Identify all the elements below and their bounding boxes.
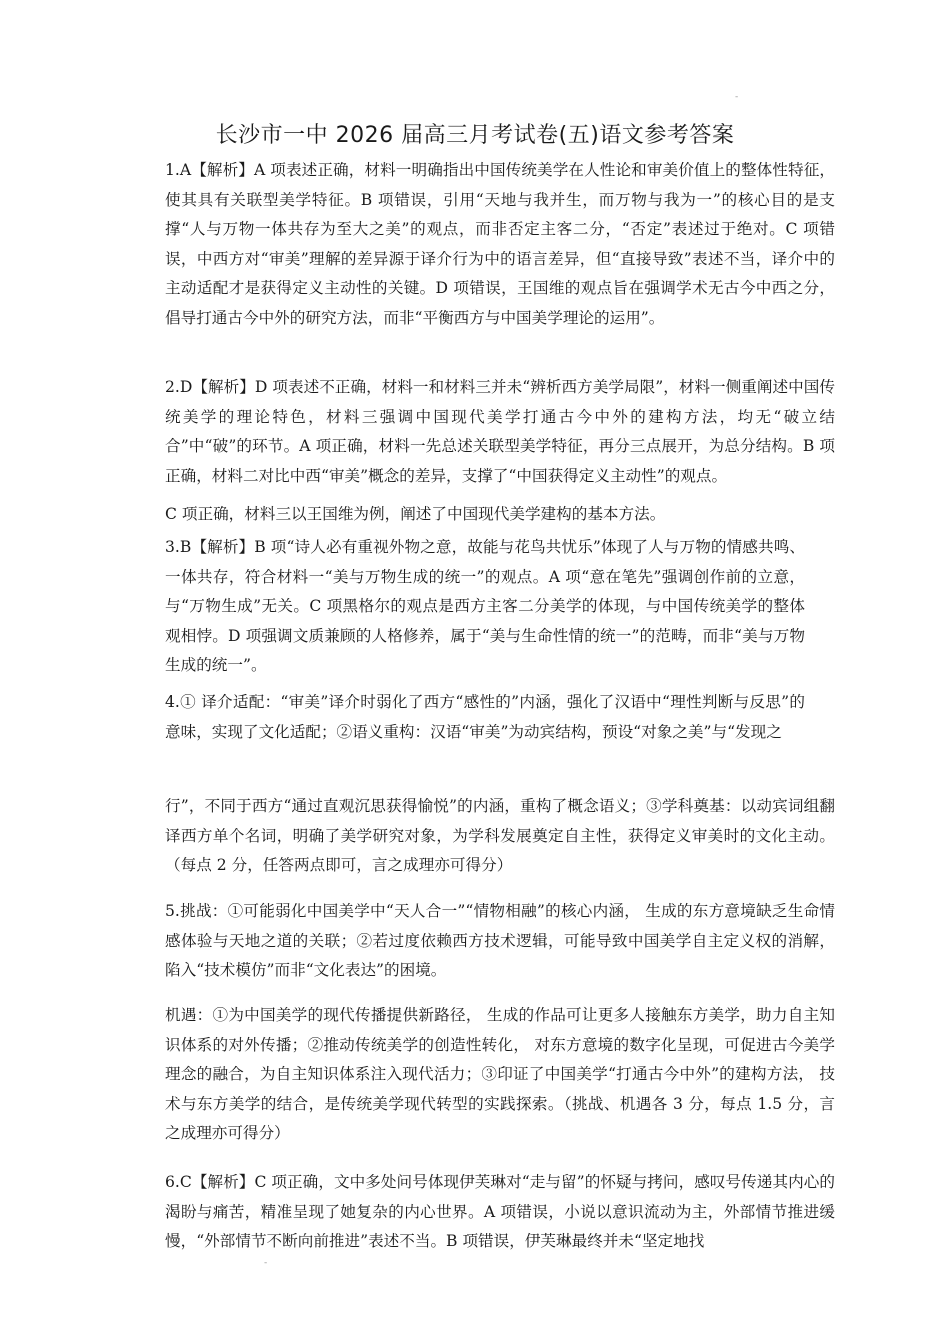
answer-q1 — [165, 156, 835, 333]
answer-q4-part1-text: 4.① 译介适配：“审美”译介时弱化了西方“感性的”内涵，强化了汉语中“理性判断与反思”的意味，实现了文化适配；②语义重构：汉语“审美”为动宾结构，预设“对象之美”与“发现之 — [165, 693, 805, 741]
answer-q5-challenges — [165, 897, 835, 986]
answer-q4-part2 — [165, 792, 835, 881]
answer-q5-challenges-text: 5.挑战：①可能弱化中国美学中“天人合一”“情物相融”的核心内涵， 生成的东方意境缺乏生命情感体验与天地之道的关联；②若过度依赖西方技术逻辑，可能导致中国美学自主定义权的消解，陷入“技术模仿”而非“文化表达”的困境。 — [165, 902, 835, 979]
answer-q6-text: 6.C【解析】C 项正确，文中多处问号体现伊芙琳对“走与留”的怀疑与拷问，感叹号传递其内心的渴盼与痛苦，精准呈现了她复杂的内心世界。A 项错误，小说以意识流动为主，外部情节推进缓慢，“外部情节不断向前推进”表述不当。B 项错误，伊芙琳最终并未“坚定地找 — [165, 1173, 835, 1250]
answer-q4-part2-text: 行”，不同于西方“通过直观沉思获得愉悦”的内涵，重构了概念语义；③学科奠基：以动宾词组翻译西方单个名词，明确了美学研究对象，为学科发展奠定自主性，获得定义审美时的文化主动。（每点 2 分，任答两点即可，言之成理亦可得分） — [165, 797, 835, 874]
answer-q4-part1 — [165, 688, 805, 747]
answer-q5-opportunities-text: 机遇：①为中国美学的现代传播提供新路径， 生成的作品可让更多人接触东方美学，助力自主知识体系的对外传播；②推动传统美学的创造性转化， 对东方意境的数字化呈现，可促进古今美学理念的融合，为自主知识体系注入现代活力；③印证了中国美学“打通古今中外”的建构方法， 技术与东方美学的结合，是传统美学现代转型的实践探索。（挑战、机遇各 3 分，每点 1.5 分，言之成理亦可得分） — [165, 1006, 835, 1142]
answer-q2-c — [165, 500, 835, 530]
page-title: 长沙市一中 2026 届高三月考试卷(五)语文参考答案 — [215, 123, 735, 148]
answer-q2-text: 2.D【解析】D 项表述不正确，材料一和材料三并未“辨析西方美学局限”，材料一侧重阐述中国传统美学的理论特色，材料三强调中国现代美学打通古今中外的建构方法，均无“破立结合”中“破”的环节。A 项正确，材料一先总述关联型美学特征，再分三点展开，为总分结构。B 项正确，材料二对比中西“审美”概念的差异，支撑了“中国获得定义主动性”的观点。 — [165, 378, 835, 485]
answer-q1-text: 1.A【解析】A 项表述正确，材料一明确指出中国传统美学在人性论和审美价值上的整体性特征，使其具有关联型美学特征。B 项错误，引用“天地与我并生，而万物与我为一”的核心目的是支撑“人与万物一体共存为至大之美”的观点，而非否定主客二分，“否定”表述过于绝对。C 项错误，中西方对“审美”理解的差异源于译介行为中的语言差异，但“直接导致”表述不当，译介中的主动适配才是获得定义主动性的关键。D 项错误，王国维的观点旨在强调学术无古今中西之分，倡导打通古今中外的研究方法，而非“平衡西方与中国美学理论的运用”。 — [165, 161, 835, 327]
footer-mark: - — [264, 1258, 268, 1268]
header-mark: - — [735, 92, 739, 102]
answer-q2-c-text: C 项正确，材料三以王国维为例，阐述了中国现代美学建构的基本方法。 — [165, 505, 666, 523]
answer-q2 — [165, 373, 835, 491]
answer-q5-opportunities — [165, 1001, 835, 1149]
answer-q6 — [165, 1168, 835, 1257]
answer-q3-text: 3.B【解析】B 项“诗人必有重视外物之意，故能与花鸟共忧乐”体现了人与万物的情感共鸣、一体共存，符合材料一“美与万物生成的统一”的观点。A 项“意在笔先”强调创作前的立意，与“万物生成”无关。C 项黑格尔的观点是西方主客二分美学的体现，与中国传统美学的整体观相悖。D 项强调文质兼顾的人格修养，属于“美与生命性情的统一”的范畴，而非“美与万物生成的统一”。 — [165, 538, 805, 674]
answer-q3 — [165, 533, 805, 681]
